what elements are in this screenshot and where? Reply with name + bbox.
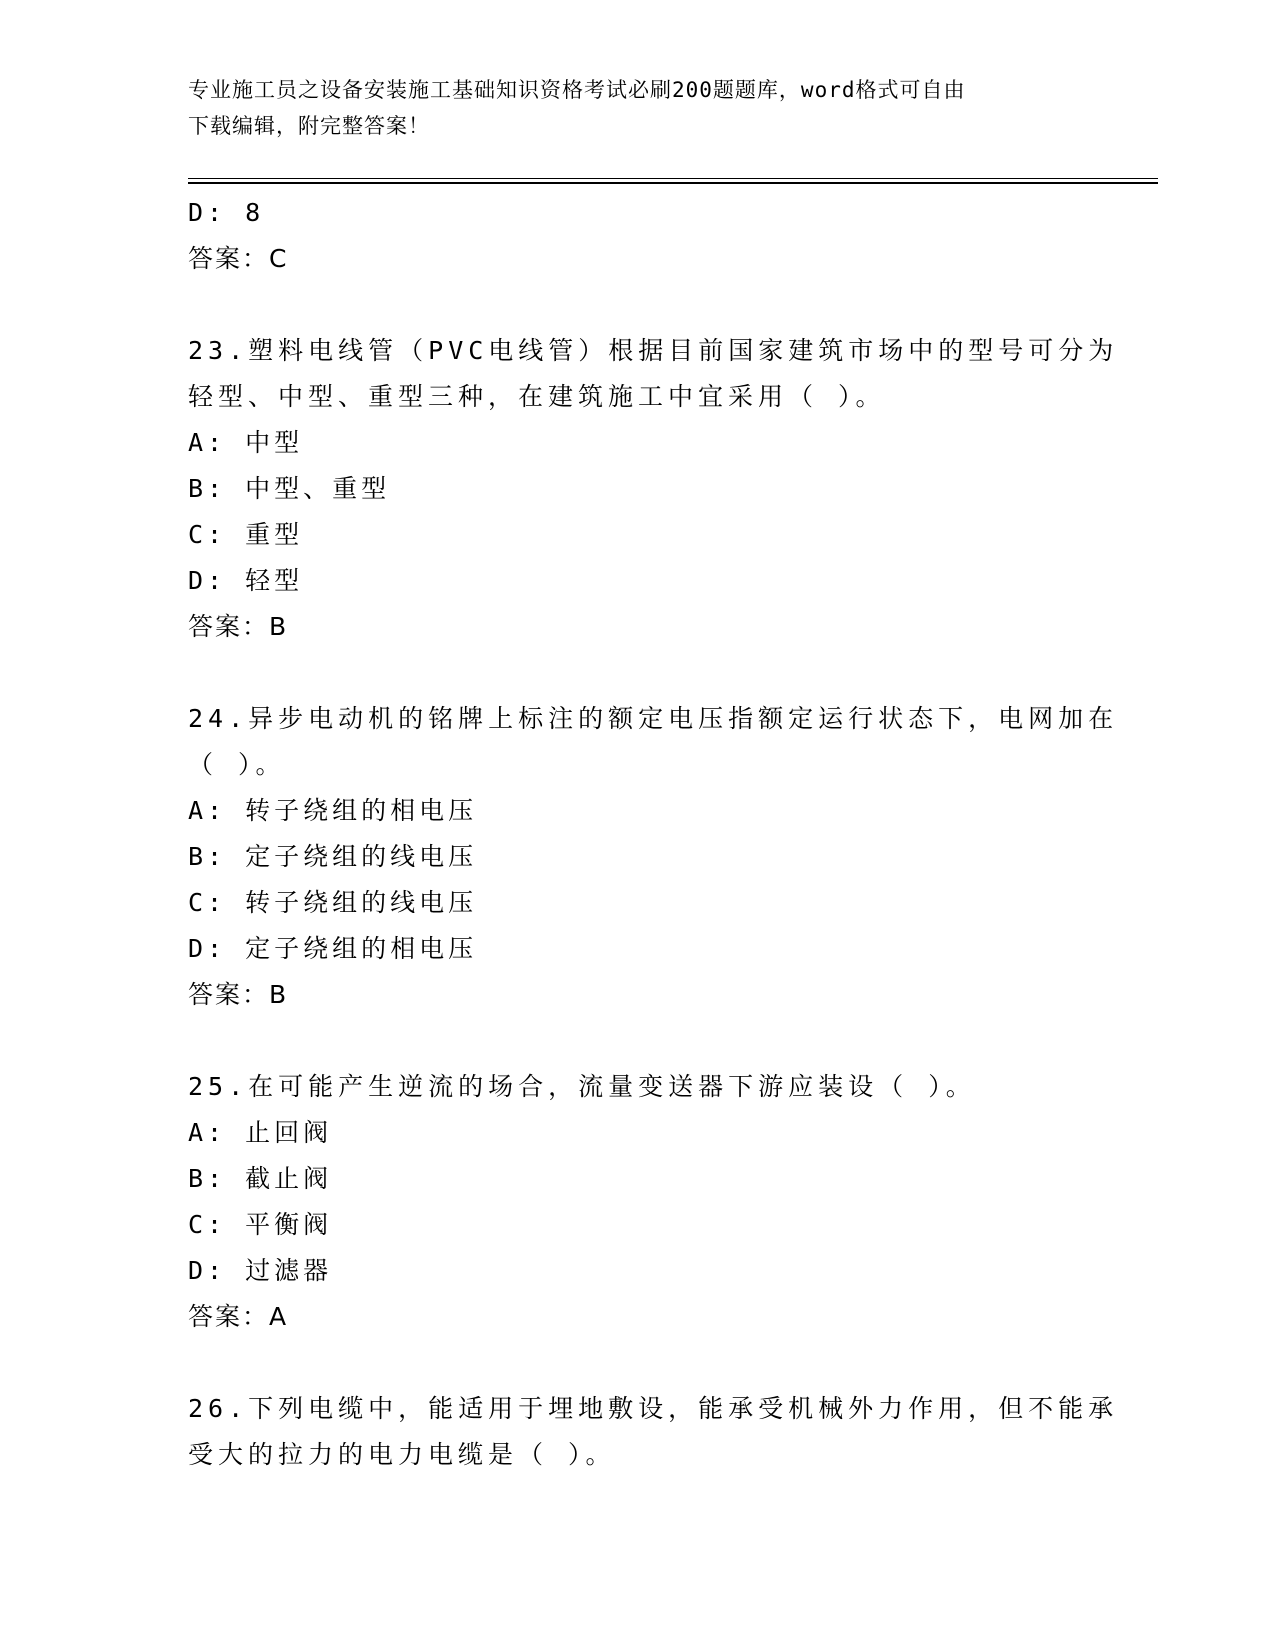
- question-24: [188, 696, 1119, 1018]
- question-26: [188, 1386, 1119, 1478]
- option-b: B: 截止阀: [188, 1164, 333, 1193]
- header-line-2: 下载编辑，附完整答案！: [188, 114, 430, 138]
- option-a: A: 止回阀: [188, 1118, 333, 1147]
- question-25: [188, 1064, 1088, 1340]
- document-body: [188, 190, 1119, 1478]
- answer-line: 答案：C: [188, 244, 289, 273]
- option-c: C: 重型: [188, 520, 304, 549]
- answer-line: 答案：B: [188, 612, 289, 641]
- option-c: C: 转子绕组的线电压: [188, 888, 478, 917]
- question-stem: 23.塑料电线管（PVC电线管）根据目前国家建筑市场中的型号可分为: [188, 336, 1119, 365]
- option-d: D: 8: [188, 198, 265, 227]
- option-a: A: 转子绕组的相电压: [188, 796, 478, 825]
- question-stem: 26.下列电缆中，能适用于埋地敷设，能承受机械外力作用，但不能承: [188, 1394, 1119, 1423]
- question-23: [188, 328, 1119, 650]
- option-b: B: 中型、重型: [188, 474, 391, 503]
- question-stem-continued: （ ）。: [188, 750, 286, 779]
- option-d: D: 轻型: [188, 566, 304, 595]
- header-divider-thick: [188, 182, 1158, 184]
- question-stem-continued: 轻型、中型、重型三种，在建筑施工中宜采用（ ）。: [188, 382, 886, 411]
- question-22-tail: [188, 190, 1088, 282]
- header-line-1: 专业施工员之设备安装施工基础知识资格考试必刷200题题库，word格式可自由: [188, 78, 966, 102]
- option-d: D: 过滤器: [188, 1256, 333, 1285]
- question-stem: 24.异步电动机的铭牌上标注的额定电压指额定运行状态下，电网加在: [188, 704, 1119, 733]
- option-c: C: 平衡阀: [188, 1210, 333, 1239]
- header-divider-thin: [188, 178, 1158, 179]
- option-a: A: 中型: [188, 428, 304, 457]
- answer-line: 答案：A: [188, 1302, 289, 1331]
- option-d: D: 定子绕组的相电压: [188, 934, 478, 963]
- option-b: B: 定子绕组的线电压: [188, 842, 478, 871]
- document-header: [188, 72, 1088, 144]
- question-stem-continued: 受大的拉力的电力电缆是（ ）。: [188, 1440, 616, 1469]
- question-stem: 25.在可能产生逆流的场合，流量变送器下游应装设（ ）。: [188, 1072, 976, 1101]
- answer-line: 答案：B: [188, 980, 289, 1009]
